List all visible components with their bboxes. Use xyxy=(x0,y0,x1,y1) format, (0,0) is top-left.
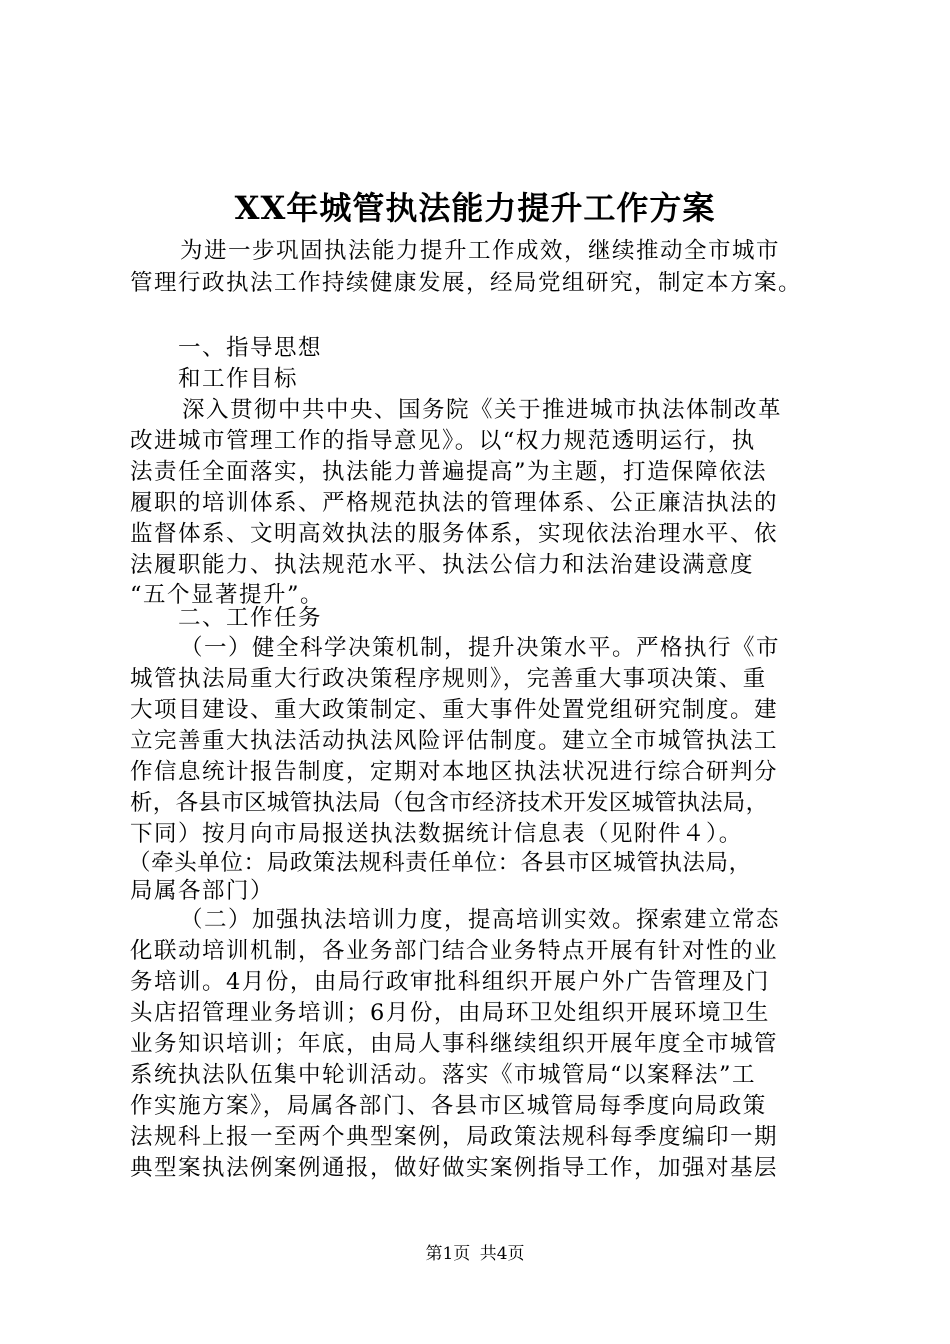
body-line: 管理行政执法工作持续健康发展，经局党组研究，制定本方案。 xyxy=(130,270,803,296)
body-line: 监督体系、文明高效执法的服务体系，实现依法治理水平、依 xyxy=(130,521,779,547)
body-line: 头店招管理业务培训；6月份，由局环卫处组织开展环境卫生 xyxy=(130,1000,770,1026)
section-heading: 二、工作任务 xyxy=(178,605,323,631)
body-line: 下同）按月向市局报送执法数据统计信息表（见附件４）。 xyxy=(130,821,743,847)
body-line: （牵头单位：局政策法规科责任单位：各县市区城管执法局， xyxy=(128,850,752,876)
section-heading: 一、指导思想 xyxy=(178,335,323,361)
body-line: 法责任全面落实，执法能力普遍提高”为主题，打造保障依法 xyxy=(130,459,768,485)
body-line: 大项目建设、重大政策制定、重大事件处置党组研究制度。建 xyxy=(130,697,779,723)
body-line: 法规科上报一至两个典型案例，局政策法规科每季度编印一期 xyxy=(130,1124,779,1150)
body-line: 法履职能力、执法规范水平、执法公信力和法治建设满意度 xyxy=(130,552,755,578)
page-total: 共4页 xyxy=(479,1244,525,1264)
body-line: 业务知识培训；年底，由局人事科继续组织开展年度全市城管 xyxy=(130,1031,779,1057)
body-line: 作实施方案》，局属各部门、各县市区城管局每季度向局政策 xyxy=(130,1093,767,1119)
body-line: 城管执法局重大行政决策程序规则》，完善重大事项决策、重 xyxy=(130,666,767,692)
section-heading: 和工作目标 xyxy=(178,366,299,392)
body-line: 深入贯彻中共中央、国务院《关于推进城市执法体制改革 xyxy=(182,397,783,423)
body-line: 典型案执法例案例通报，做好做实案例指导工作，加强对基层 xyxy=(130,1155,779,1181)
body-line: 系统执法队伍集中轮训活动。落实《市城管局“以案释法”工 xyxy=(130,1062,757,1088)
body-line: 局属各部门） xyxy=(130,878,275,904)
body-line: （一）健全科学决策机制，提升决策水平。严格执行《市 xyxy=(180,635,781,661)
body-line: “五个显著提升”。 xyxy=(130,582,325,608)
body-line: 务培训。4月份，由局行政审批科组织开展户外广告管理及门 xyxy=(130,969,770,995)
page-footer xyxy=(0,1243,950,1265)
body-line: 履职的培训体系、严格规范执法的管理体系、公正廉洁执法的 xyxy=(130,490,779,516)
page-number: 第1页 xyxy=(425,1244,471,1264)
body-line: 为进一步巩固执法能力提升工作成效，继续推动全市城市 xyxy=(180,238,781,264)
body-line: （二）加强执法培训力度，提高培训实效。探索建立常态 xyxy=(180,907,781,933)
body-line: 析，各县市区城管执法局（包含市经济技术开发区城管执法局， xyxy=(130,790,769,816)
body-line: 改进城市管理工作的指导意见》。以“权力规范透明运行，执 xyxy=(130,428,756,454)
document-title: XX年城管执法能力提升工作方案 xyxy=(234,189,716,227)
body-line: 立完善重大执法活动执法风险评估制度。建立全市城管执法工 xyxy=(130,728,779,754)
body-line: 化联动培训机制，各业务部门结合业务特点开展有针对性的业 xyxy=(130,938,779,964)
body-line: 作信息统计报告制度，定期对本地区执法状况进行综合研判分 xyxy=(130,759,779,785)
